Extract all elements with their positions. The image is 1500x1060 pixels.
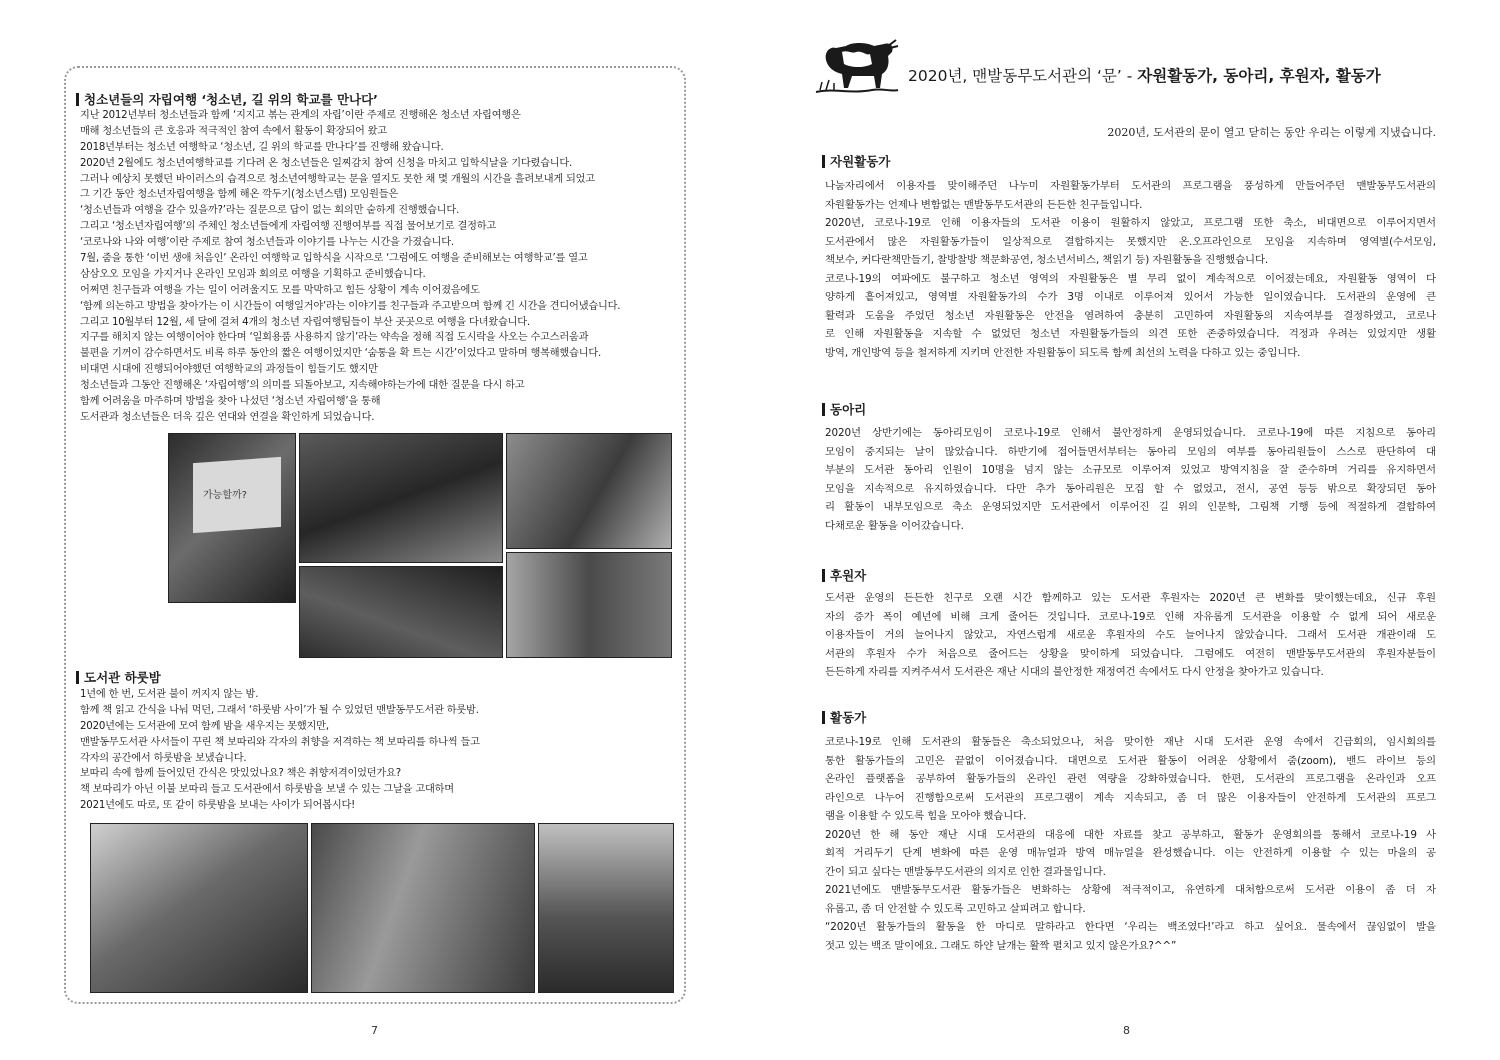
section-bar-icon bbox=[822, 711, 825, 724]
photo-library-visitor bbox=[538, 823, 674, 993]
section-title-clubs: 동아리 bbox=[822, 402, 866, 418]
text-line: 램을 이용할 수 있도록 힘을 모아야 했습니다. bbox=[825, 810, 1027, 822]
text-line: 양하게 흩어져있고, 영역별 자원활동가의 수가 3명 이내로 이루어져 있어서 가능한 일이였습니다. 도서관의 운영에 큰 bbox=[825, 291, 1436, 303]
page-title: 2020년, 맨발동무도서관의 ‘문’ - 자원활동가, 동아리, 후원자, 활동가 bbox=[908, 67, 1381, 85]
text-line: 온라인 플랫폼을 공부하여 활동가들의 온라인 관련 역량을 강화하였습니다. 한편, 도서관의 프로그램을 온라인과 오프 bbox=[825, 773, 1436, 785]
text-line: 라인으로 나누어 진행함으로써 도서관의 프로그램이 계속 지속되고, 좀 더 많은 이용자들이 안전하게 도서관의 프로그 bbox=[825, 791, 1436, 804]
text-line: 함께 어려움을 마주하며 방법을 찾아 나섰던 ‘청소년 자립여행’을 통해 bbox=[80, 396, 381, 408]
page-right bbox=[750, 0, 1500, 1060]
text-line: 보따리 속에 함께 들어있던 간식은 맛있었나요? 책은 취향저격이었던가요? bbox=[80, 768, 401, 780]
text-line: 젓고 있는 백조 말이에요. 그래도 하얀 날개는 활짝 펼치고 있지 않은가요?^^” bbox=[825, 939, 1177, 952]
text-line: 서관의 후원자 수가 처음으로 줄어드는 상황을 맞이하게 되었습니다. 그럼에도 여전히 맨발동무도서관의 후원자분들이 bbox=[825, 647, 1436, 660]
text-line: 도서관에서 많은 자원활동가들이 일상적으로 결합하지는 못했지만 온.오프라인으로 모임을 지속하며 영역별(수서모임, bbox=[825, 235, 1436, 248]
text-line: ‘청소년들과 여행을 갈수 있을까?’라는 질문으로 답이 없는 회의만 숱하게 진행했습니다. bbox=[80, 205, 460, 217]
text-line: 2020년 상반기에는 동아리모임이 코로나-19로 인해서 불안정하게 운영되었습니다. 코로나-19에 따른 지침으로 동아리 bbox=[825, 427, 1436, 439]
section-bar-icon bbox=[76, 671, 79, 684]
text-line: 그 기간 동안 청소년자립여행을 함께 해온 깍두기(청소년스텝) 모임원들은 bbox=[80, 189, 399, 201]
text-line: 삼삼오오 모임을 가지거나 온라인 모임과 회의로 여행을 기획하고 준비했습니다. bbox=[80, 268, 426, 280]
youth-travel-body bbox=[80, 108, 678, 426]
text-line: 도서관과 청소년들은 더욱 깊은 연대와 연결을 확인하게 되었습니다. bbox=[80, 411, 375, 423]
text-line: 2020년에는 도서관에 모여 함께 밤을 새우지는 못했지만, bbox=[80, 720, 329, 732]
text-line: 그러나 예상치 못했던 바이러스의 습격으로 청소년여행학교는 문을 열지도 못한 채 몇 개월의 시간을 흘려보내게 되었고 bbox=[80, 173, 595, 185]
screen-caption: 가능할까? bbox=[203, 490, 247, 501]
photo-book-bundles bbox=[90, 823, 308, 993]
photo-wrapped-bundles bbox=[311, 823, 535, 993]
text-line: 2021년에도 맨발동무도서관 활동가들은 변화하는 상황에 적극적이고, 유연하게 대처함으로써 도서관 이용이 좀 더 자 bbox=[825, 884, 1436, 896]
text-line: 2020년 2월에도 청소년여행학교를 기다려 온 청소년들은 일찌감치 참여 신청을 마치고 입학식날을 기다렸습니다. bbox=[80, 157, 573, 169]
photo-youth-outdoor bbox=[506, 433, 672, 549]
section-title-youth-travel: 청소년들의 자립여행 ‘청소년, 길 위의 학교를 만나다’ bbox=[76, 92, 378, 108]
text-line: 2021년에도 따로, 또 같이 하룻밤을 보내는 사이가 되어봅시다! bbox=[80, 800, 356, 812]
text-line: 그리고 ‘청소년자립여행’의 주체인 청소년들에게 자립여행 진행여부를 직접 물어보기로 결정하고 bbox=[80, 221, 497, 233]
text-line: 7월, 줌을 통한 ‘이번 생애 처음인’ 온라인 여행학교 입학식을 시작으로 ‘그럼에도 여행을 준비해보는 여행학교’를 열고 bbox=[80, 253, 588, 265]
text-line: 2020년 한 해 동안 재난 시대 도서관의 대응에 대한 자료를 찾고 공부하고, 활동가 운영회의를 통해서 코로나-19 사 bbox=[825, 828, 1436, 841]
text-line: 그리고 10월부터 12월, 세 달에 걸쳐 4개의 청소년 자립여행팀들이 부산 곳곳으로 여행을 다녀왔습니다. bbox=[80, 316, 530, 328]
page-subtitle: 2020년, 도서관의 문이 열고 닫히는 동안 우리는 이렇게 지냈습니다. bbox=[1107, 126, 1436, 139]
page-number: 7 bbox=[371, 1024, 378, 1037]
text-line: 다채로운 활동을 이어갔습니다. bbox=[825, 519, 964, 532]
text-line: 자의 증가 폭이 예년에 비해 크게 줄어든 것입니다. 코로나-19로 인해 자유롭게 도서관을 이용할 수 없게 되어 새로운 bbox=[825, 610, 1436, 623]
clubs-body bbox=[825, 424, 1436, 535]
text-line: 코로나-19로 인해 도서관의 활동들은 축소되었으나, 처음 맞이한 재난 시대 도서관 운영 속에서 긴급회의, 임시회의를 bbox=[825, 736, 1436, 748]
text-line: 활력과 도움을 주었던 청소년 자원활동은 안전을 염려하여 충분히 고민하여 자원활동의 지속여부를 결정하였고, 코로나 bbox=[825, 309, 1436, 322]
text-line: 지난 2012년부터 청소년들과 함께 ‘지지고 볶는 관계의 자립’이란 주제로 진행해온 청소년 자립여행은 bbox=[80, 110, 521, 121]
text-line: “2020년 활동가들의 활동을 한 마디로 말하라고 한다면 ‘우리는 백조였다!’라고 하고 싶어요. 물속에서 끊임없이 발을 bbox=[825, 921, 1436, 933]
text-line: 로 인해 자원활동을 지속할 수 없었던 청소년 자원활동가들의 의견 또한 존중하였습니다. 걱정과 우려는 있었지만 생활 bbox=[825, 328, 1436, 340]
photo-online-meeting bbox=[168, 433, 296, 603]
staff-body bbox=[825, 733, 1436, 955]
text-line: 회적 거리두기 단계 변화에 따른 운영 매뉴얼과 방역 매뉴얼을 완성했습니다. 이는 안전하게 이용할 수 있는 마을의 공 bbox=[825, 847, 1436, 859]
text-line: 지구를 해치지 않는 여행이어야 한다며 ‘일회용품 사용하지 않기’라는 약속을 정해 직접 도시락을 사오는 수고스러움과 bbox=[80, 332, 589, 344]
text-line: 책 보따리가 아닌 이불 보따리 들고 도서관에서 하룻밤을 보낼 수 있는 그날을 고대하며 bbox=[80, 784, 454, 796]
text-line: 간이 되고 싶다는 맨발동무도서관의 의지로 인한 결과물입니다. bbox=[825, 865, 1106, 878]
text-line: 맨발동무도서관 사서들이 꾸린 책 보따리와 각자의 취향을 저격하는 책 보따리를 하나씩 들고 bbox=[80, 736, 480, 748]
section-title-library-night: 도서관 하룻밤 bbox=[76, 670, 161, 686]
text-line: 모임을 지속적으로 유지하였습니다. 다만 추가 동아리원은 모집 할 수 없었고, 전시, 공연 등등 밖으로 확장되던 동아 bbox=[825, 482, 1436, 495]
text-line: 자원활동가는 언제나 변함없는 맨발동무도서관의 든든한 친구들입니다. bbox=[825, 198, 1143, 211]
text-line: 나눔자리에서 이용자를 맞이해주던 나누미 자원활동가부터 도서관의 프로그램을 풍성하게 만들어주던 맨발동무도서관의 bbox=[825, 180, 1436, 192]
section-title-volunteers: 자원활동가 bbox=[822, 154, 890, 170]
photo-group-pose bbox=[506, 552, 672, 658]
page-number: 8 bbox=[1123, 1024, 1130, 1037]
text-line: 책보수, 커다란책만들기, 찰방찰방 책문화공연, 청소년서비스, 책읽기 등) 자원활동을 진행했습니다. bbox=[825, 254, 1269, 266]
cow-illustration-icon bbox=[812, 32, 900, 98]
library-night-body bbox=[80, 687, 678, 814]
section-bar-icon bbox=[822, 403, 825, 416]
text-line: 청소년들과 그동안 진행해온 ‘자립여행’의 의미를 되돌아보고, 지속해야하는가에 대한 질문을 다시 하고 bbox=[80, 380, 525, 392]
text-line: 비대면 시대에 진행되어야했던 여행학교의 과정들이 힘들기도 했지만 bbox=[80, 364, 378, 376]
text-line: 도서관 운영의 든든한 친구로 오랜 시간 함께하고 있는 도서관 후원자는 2020년 큰 변화를 맞이했는데요, 신규 후원 bbox=[825, 592, 1436, 604]
text-line: 부분의 도서관 동아리 인원이 10명을 넘지 않는 소규모로 이루어져 있었고 방역지침을 잘 준수하며 거리를 유지하면서 bbox=[825, 464, 1436, 476]
photo-group-gathering bbox=[299, 566, 503, 658]
text-line: 1년에 한 번, 도서관 불이 꺼지지 않는 밤. bbox=[80, 689, 259, 700]
text-line: 2020년, 코로나-19로 인해 이용자들의 도서관 이용이 원활하지 않았고, 프로그램 또한 축소, 비대면으로 이루어지면서 bbox=[825, 217, 1436, 229]
text-line: 모임이 중지되는 날이 많았습니다. 하반기에 접어들면서부터는 동아리 모임의 여부를 동아리원들이 스스로 판단하여 대 bbox=[825, 445, 1436, 458]
text-line: 방역, 개인방역 등을 철저하게 지키며 안전한 자원활동이 되도록 함께 최선의 노력을 다하고 있는 중입니다. bbox=[825, 346, 1301, 359]
text-line: 코로나-19의 여파에도 불구하고 청소년 영역의 자원활동은 별 무리 없이 계속적으로 이어졌는데요, 자원활동 영역이 다 bbox=[825, 272, 1436, 285]
text-line: 불편을 기꺼이 감수하면서도 비록 하루 동안의 짧은 여행이었지만 ‘숨통을 확 트는 시간’이었다고 말하며 행복해했습니다. bbox=[80, 348, 602, 360]
section-title-staff: 활동가 bbox=[822, 710, 866, 726]
section-title-donors: 후원자 bbox=[822, 568, 866, 584]
photo-youth-meeting bbox=[299, 433, 503, 563]
donors-body bbox=[825, 589, 1436, 682]
text-line: 이용자들이 거의 늘어나지 않았고, 자연스럽게 새로운 후원자의 수도 늘어나지 않았습니다. 그래서 도서관 개관이래 도 bbox=[825, 629, 1436, 641]
text-line: 어쩌면 친구들과 여행을 가는 일이 어려울지도 모를 막막하고 힘든 상황이 계속 이어졌음에도 bbox=[80, 284, 480, 296]
text-line: 함께 책 읽고 간식을 나눠 먹던, 그래서 ‘하룻밤 사이’가 될 수 있었던 맨발동무도서관 하룻밤. bbox=[80, 704, 479, 716]
section-bar-icon bbox=[822, 155, 825, 168]
text-line: 각자의 공간에서 하룻밤을 보냈습니다. bbox=[80, 752, 247, 764]
text-line: 매해 청소년들의 큰 호응과 적극적인 참여 속에서 활동이 확장되어 왔고 bbox=[80, 125, 387, 137]
section-bar-icon bbox=[822, 569, 825, 582]
text-line: ‘함께 의논하고 방법을 찾아가는 이 시간들이 여행일거야’라는 이야기를 친구들과 주고받으며 함께 긴 시간을 견디어냈습니다. bbox=[80, 300, 621, 312]
text-line: 유롭고, 좀 더 안전할 수 있도록 고민하고 살피려고 합니다. bbox=[825, 902, 1086, 915]
text-line: 리 활동이 내부모임으로 축소 운영되었지만 도서관에서 이루어진 길 위의 인문학, 그림책 기행 등에 적절하게 결합하여 bbox=[825, 501, 1436, 513]
text-line: 든든하게 자리를 지켜주셔서 도서관은 재난 시대의 불안정한 재정여건 속에서도 다시 안정을 찾아가고 있습니다. bbox=[825, 666, 1324, 678]
text-line: ‘코로나와 나와 여행’이란 주제로 참여 청소년들과 이야기를 나누는 시간을 가졌습니다. bbox=[80, 237, 454, 249]
volunteers-body bbox=[825, 177, 1436, 362]
text-line: 통한 활동가들의 고민은 끝없이 이어졌습니다. 대면으로 도서관 활동이 어려운 상황에서 줌(zoom), 밴드 라이브 등의 bbox=[825, 754, 1436, 767]
section-bar-icon bbox=[76, 93, 79, 106]
text-line: 2018년부터는 청소년 여행학교 ‘청소년, 길 위의 학교를 만나다’를 진행해 왔습니다. bbox=[80, 141, 444, 153]
